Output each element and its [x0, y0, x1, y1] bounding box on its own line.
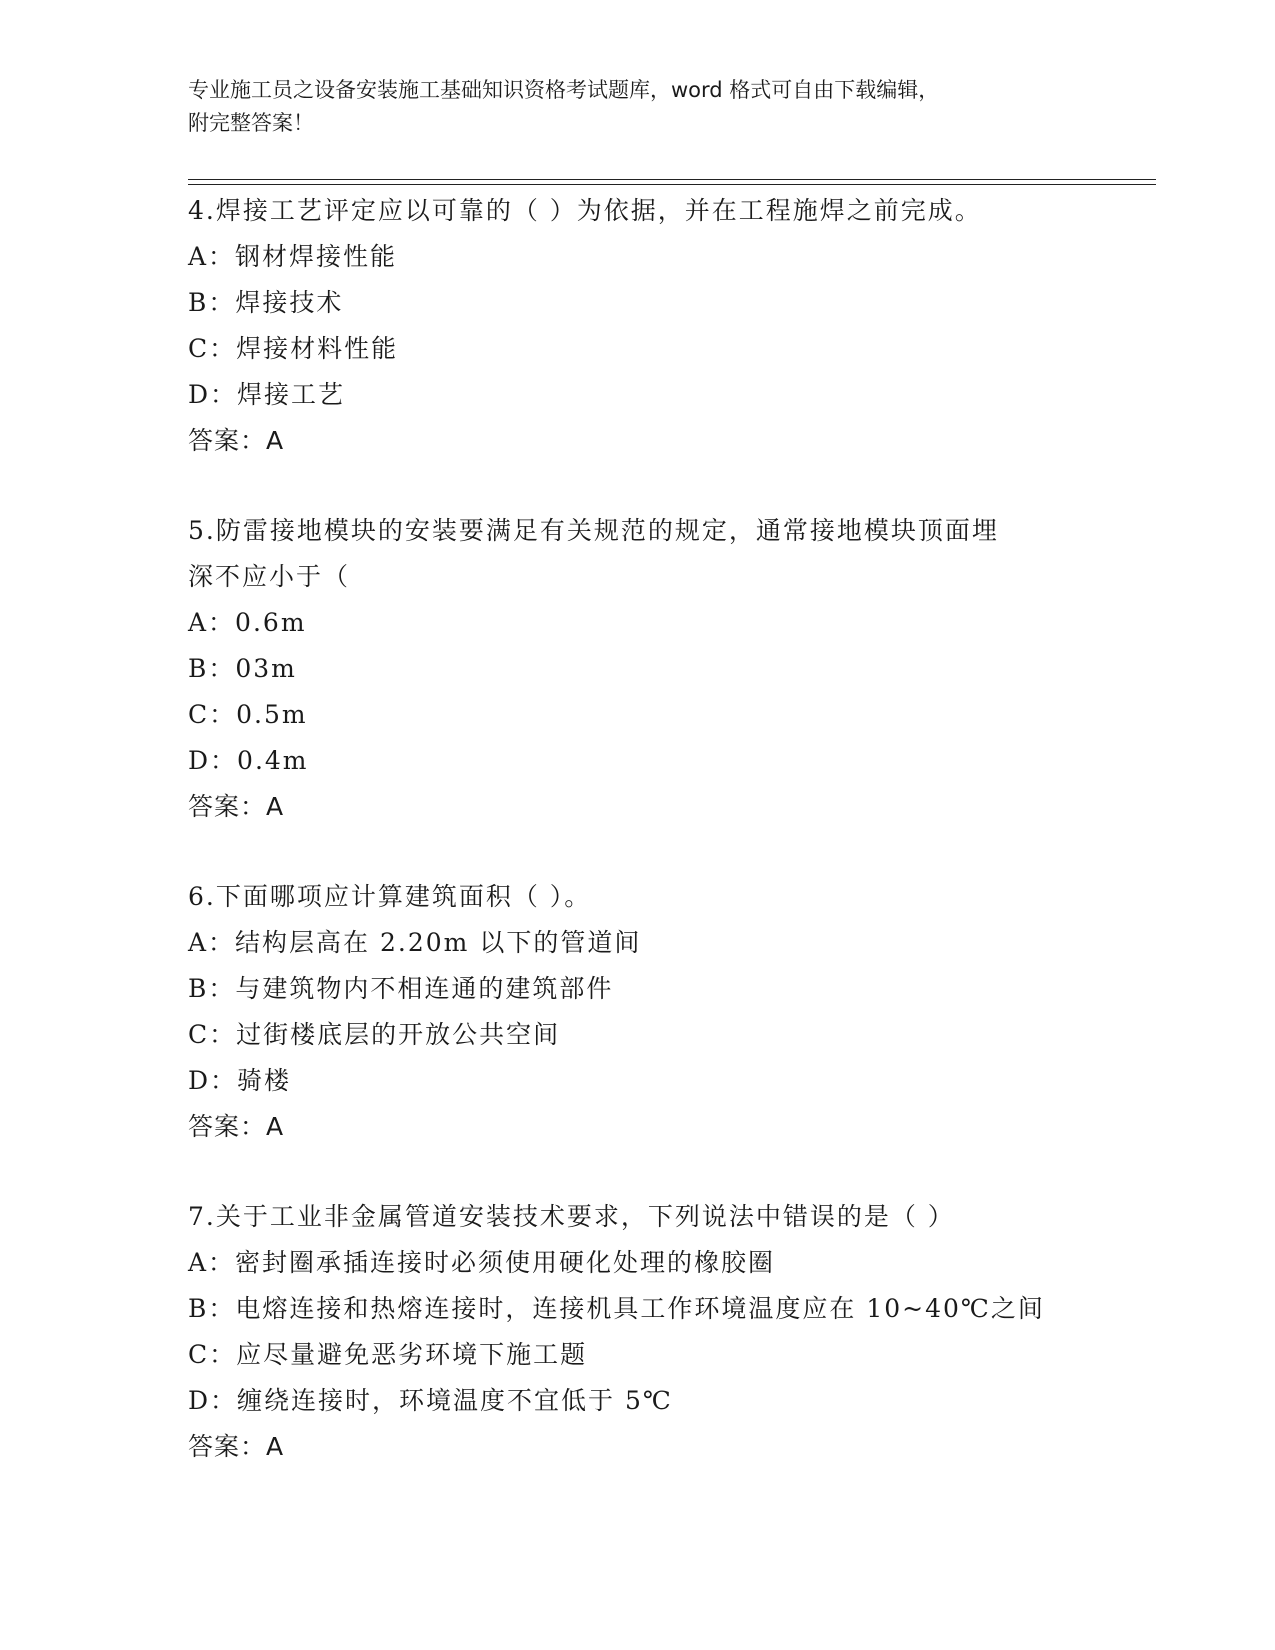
answer-line: 答案：A — [188, 426, 285, 455]
question-spacer — [188, 1150, 1088, 1194]
question-stem: 7.关于工业非金属管道安装技术要求，下列说法中错误的是（ ） — [188, 1202, 955, 1231]
option-b: B：03m — [188, 654, 297, 683]
option-c: C：应尽量避免恶劣环境下施工题 — [188, 1340, 588, 1369]
answer-line: 答案：A — [188, 1112, 285, 1141]
question-6 — [188, 874, 1088, 1150]
option-a: A：0.6m — [188, 608, 307, 637]
option-c: C：0.5m — [188, 700, 308, 729]
option-a: A：密封圈承插连接时必须使用硬化处理的橡胶圈 — [188, 1248, 776, 1277]
option-a: A：结构层高在 2.20m 以下的管道间 — [188, 928, 642, 957]
option-d: D：0.4m — [188, 746, 309, 775]
option-c: C：焊接材料性能 — [188, 334, 399, 363]
option-d: D：缠绕连接时，环境温度不宜低于 5℃ — [188, 1386, 673, 1415]
header-line-2: 附完整答案！ — [188, 111, 314, 135]
document-header — [188, 74, 1068, 140]
option-b: B：电熔连接和热熔连接时，连接机具工作环境温度应在 10~40℃之间 — [188, 1294, 1045, 1323]
question-stem-continued: 深不应小于（ — [188, 562, 351, 591]
question-list — [188, 188, 1088, 1470]
question-5 — [188, 508, 1088, 830]
question-spacer — [188, 464, 1088, 508]
header-line-1: 专业施工员之设备安装施工基础知识资格考试题库，word 格式可自由下载编辑， — [188, 78, 940, 102]
option-c: C：过街楼底层的开放公共空间 — [188, 1020, 561, 1049]
question-4 — [188, 188, 1088, 464]
option-b: B：与建筑物内不相连通的建筑部件 — [188, 974, 614, 1003]
header-divider-bottom — [188, 184, 1156, 185]
option-d: D：焊接工艺 — [188, 380, 346, 409]
question-spacer — [188, 830, 1088, 874]
header-divider-top — [188, 179, 1156, 180]
question-stem: 4.焊接工艺评定应以可靠的（ ）为依据，并在工程施焊之前完成。 — [188, 196, 982, 225]
question-stem: 5.防雷接地模块的安装要满足有关规范的规定，通常接地模块顶面埋 — [188, 516, 999, 545]
option-d: D：骑楼 — [188, 1066, 292, 1095]
option-a: A：钢材焊接性能 — [188, 242, 398, 271]
answer-line: 答案：A — [188, 1432, 285, 1461]
question-stem: 6.下面哪项应计算建筑面积（ ）。 — [188, 882, 592, 911]
answer-line: 答案：A — [188, 792, 285, 821]
question-7 — [188, 1194, 1088, 1470]
option-b: B：焊接技术 — [188, 288, 344, 317]
